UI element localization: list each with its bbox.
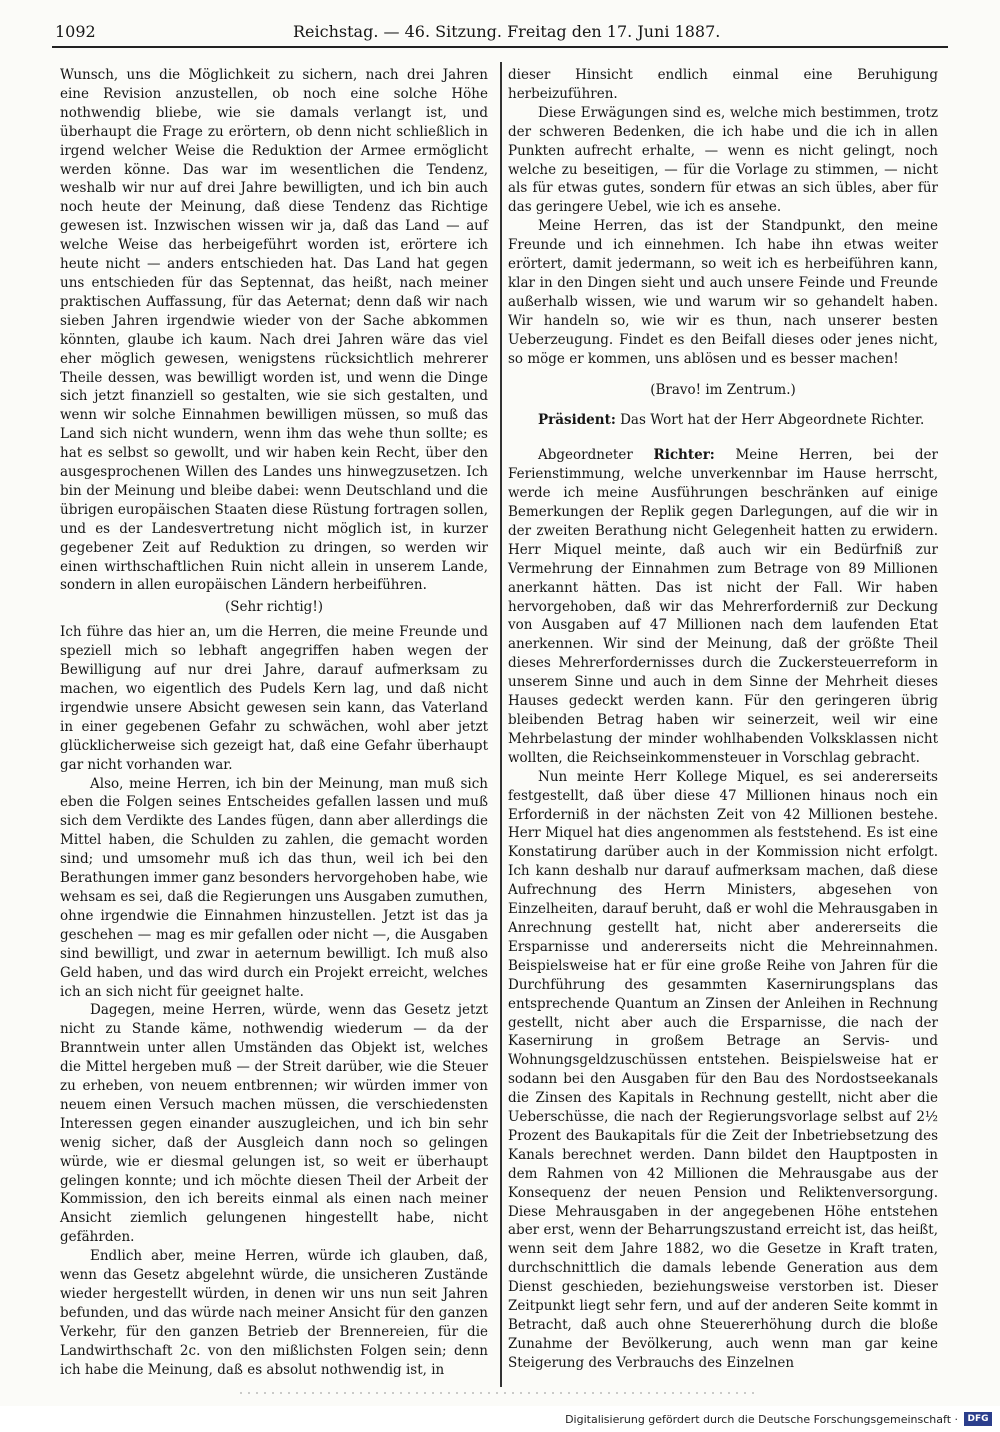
paragraph: Dagegen, meine Herren, würde, wenn das Gesetz jetzt nicht zu Stande käme, nothwendig wiederum — da der Branntwein unter allen Umständen das Objekt ist, welches die Mittel hergeben muß — der Streit darüber, wie die Steuer zu erheben, von neuem entbrennen; wir würden immer von neuem einen Versuch machen müssen, die verschiedensten Interessen gegen einander auszugleichen, und ich bin sehr wenig sicher, daß der Ausgleich dann noch so gelingen würde, wie er diesmal gelungen ist, so weit er überhaupt gelingen konnte; und ich möchte diesen Theil der Arbeit der Kommission, den ich bereits einmal als einen nach meiner Ansicht ziemlich gelungenen hingestellt habe, nicht gefährden. xyxy=(60,1002,488,1246)
paragraph: Nun meinte Herr Kollege Miquel, es sei andererseits festgestellt, daß über diese 47 Millionen hinaus noch ein Erforderniß in der nächsten Zeit von 42 Millionen bestehe. Herr Miquel hat dies angenommen als feststehend. Es ist eine Konstatirung darüber auch in der Kommission nicht erfolgt. Ich kann deshalb nur darauf aufmerksam machen, daß diese Aufrechnung des Herrn Ministers, abgesehen von Einzelheiten, darauf beruht, daß er wohl die Mehrausgaben in Anrechnung gestellt hat, nicht aber andererseits die Ersparnisse und andererseits nicht die Mehreinnahmen. Beispielsweise hat er für eine große Reihe von Jahren für die Durchführung des gesammten Kasernirungsplans das entsprechende Quantum an Zinsen der Anleihen in Rechnung gestellt, nicht aber auch die Ersparnisse, die nach der Kasernirung in großem Betrage an Servis- und Wohnungsgeldzuschüssen entstehen. Beispielsweise hat er sodann bei den Ausgaben für den Bau des Nordostseekanals die Zinsen des Kapitals in Rechnung gestellt, nicht aber die Ueberschüsse, die nach der Regierungsvorlage selbst auf 2½ Prozent des Baukapitals für die Zeit der Inbetriebsetzung des Kanals berechnet werden. Dann bildet den Hauptposten in dem Rahmen von 42 Millionen die Mehrausgabe aus der Konsequenz der neuen Pension und Reliktenversorgung. Diese Mehrausgaben in der angegebenen Höhe entstehen aber erst, wenn der Beharrungszustand erreicht ist, das heißt, wenn seit dem Jahre 1882, wo die Gesetze in Kraft traten, durchschnittlich die damals lebende Generation aus dem Dienst geschieden, beziehungsweise verstorben ist. Dieser Zeitpunkt liegt sehr fern, und auf der anderen Seite kommt in Betracht, daß auch ohne Steuererhöhung durch die bloße Zunahme der Bevölkerung, auch wenn man gar keine Steigerung des Verbrauchs des Einzelnen xyxy=(508,768,938,1371)
paragraph: dieser Hinsicht endlich einmal eine Beruhigung herbeizuführen. xyxy=(508,67,938,102)
paragraph: Meine Herren, das ist der Standpunkt, den meine Freunde und ich einnehmen. Ich habe ihn etwas weiter erörtert, damit jedermann, so weit ich es herbeiführen kann, klar in den Dingen sieht und auch unsere Feinde und Freunde außerhalb wissen, wie und warum wir so gehandelt haben. Wir handeln so, wie wir es thun, nach unserer besten Ueberzeugung. Findet es den Beifall dieses oder jenes nicht, so möge er kommen, uns ablösen und es besser machen! xyxy=(508,218,938,367)
column-divider xyxy=(500,62,502,1387)
paragraph: Also, meine Herren, ich bin der Meinung, man muß sich eben die Folgen seines Entscheides gefallen lassen und muß sich dem Verdikte des Landes fügen, dann aber allerdings die Mittel haben, die Schulden zu zahlen, die gemacht worden sind; und umsomehr muß ich das thun, weil ich bei den Berathungen immer ganz besonders hervorgehoben habe, wie wehsam es sei, daß die Regierungen uns Ausgaben zumuthen, ohne irgendwie die Einnahmen hinzustellen. Jetzt ist das ja geschehen — mag es mir gefallen oder nicht —, die Ausgaben sind bewilligt, und zwar in aeternum bewilligt. Ich muß also Geld haben, und das wird durch ein Projekt erreicht, welches ich an sich nicht für geeignet halte. xyxy=(60,775,488,1000)
header-rule xyxy=(52,46,948,48)
paragraph: Ich führe das hier an, um die Herren, die meine Freunde und speziell mich so lebhaft angegriffen haben wegen der Bewilligung auf nur drei Jahre, darauf aufmerksam zu machen, wo eigentlich des Pudels Kern lag, und daß nicht irgendwie unsere Absicht gewesen sein kann, das Vaterland in einer gegebenen Gefahr zu schwächen, wohl aber jetzt glücklicherweise sich gezeigt hat, daß eine Gefahr überhaupt gar nicht vorhanden war. xyxy=(60,624,488,773)
left-column xyxy=(60,66,488,1380)
paragraph: Diese Erwägungen sind es, welche mich bestimmen, trotz der schweren Bedenken, die ich habe und die ich in allen Punkten aufrecht erhalte, — wenn es nicht gelingt, noch welche zu beseitigen, — für die Vorlage zu stimmen, — nicht als für etwas gutes, sondern für etwas an sich übles, aber für das geringere Uebel, wie ich es ansehe. xyxy=(508,104,938,216)
interjection: (Sehr richtig!) xyxy=(224,599,324,616)
paragraph: Endlich aber, meine Herren, würde ich glauben, daß, wenn das Gesetz abgelehnt würde, die unsicheren Zustände wieder hergestellt würden, in denen wir uns nun seit Jahren befunden, und das würde nach meiner Ansicht für den ganzen Verkehr, für den ganzen Betrieb der Brennereien, für die Landwirthschaft 2c. von den mißlichsten Folgen sein; denn ich habe die Meinung, daß es absolut nothwendig ist, in xyxy=(60,1248,488,1378)
speaker-prefix: Abgeordneter xyxy=(538,447,654,464)
running-title: Reichstag. — 46. Sitzung. Freitag den 17. Juni 1887. xyxy=(293,22,721,41)
speaker-name: Richter: xyxy=(653,447,715,464)
page-header xyxy=(55,20,947,44)
bottom-rule xyxy=(240,1392,760,1394)
statement-text: Das Wort hat der Herr Abgeordnete Richter. xyxy=(615,412,925,429)
footer xyxy=(0,1406,1000,1432)
president-statement xyxy=(508,411,938,430)
speaker-name: Präsident: xyxy=(538,412,616,429)
interjection: (Bravo! im Zentrum.) xyxy=(650,381,796,398)
dfg-logo: DFG xyxy=(964,1412,992,1426)
page-number: 1092 xyxy=(55,22,96,41)
statement-text: Meine Herren, bei der Ferienstimmung, welche unverkennbar im Hause herrscht, werde ich meine Ausführungen beschränken auf einige Bemerkungen der Replik gegen Darlegungen, auf die wir in der zweiten Berathung nicht Gelegenheit hatten zu erwidern. Herr Miquel meinte, daß auch wir ein Bedürfniß zur Vermehrung der Einnahmen zum Betrage von 89 Millionen anerkannt hätten. Das ist nicht der Fall. Wir haben hervorgehoben, daß wir das Mehrerforderniß zur Deckung von Ausgaben auf 47 Millionen nach dem laufenden Etat anerkennen. Wir sind der Meinung, daß der größte Theil dieses Mehrerfordernisses durch die Zuckersteuerreform in unserem Sinne und auch in dem Sinne der Mehrheit dieses Hauses gedeckt werden kann. Für den geringeren übrig bleibenden Betrag haben wir seinerzeit, weil wir eine Mehrbelastung der minder wohlhabenden Volksklassen nicht wollten, die Reichseinkommensteuer in Vorschlag gebracht. xyxy=(508,447,939,766)
right-column xyxy=(508,66,938,1373)
digitization-note: Digitalisierung gefördert durch die Deutsche Forschungsgemeinschaft · xyxy=(565,1413,958,1426)
paragraph: Wunsch, uns die Möglichkeit zu sichern, nach drei Jahren eine Revision anzustellen, ob noch eine solche Höhe nothwendig bliebe, wie sie damals verlangt ist, und überhaupt die Frage zu erörtern, ob denn nicht schließlich in irgend welcher Weise die Reduktion der Armee ermöglicht werden könne. Das war im wesentlichen die Tendenz, weshalb wir nur auf drei Jahre bewilligten, und ich bin auch noch heute der Meinung, daß diese Tendenz das Richtige gewesen ist. Inzwischen wissen wir ja, daß das Land — auf welche Weise das herbeigeführt worden ist, erörtere ich heute nicht — anders entschieden hat. Das Land hat gegen uns entschieden für das Septennat, das heißt, nach meiner praktischen Auffassung, für das Aeternat; denn daß wir nach sieben Jahren irgendwie wieder von der Sache abkommen könnten, glaube ich kaum. Nach drei Jahren wäre das viel eher möglich gewesen, wenigstens rücksichtlich mehrerer Theile dessen, was bewilligt worden ist, und wenn die Dinge sich jetzt finanziell so gestalten, wie sie sich gestalten, und wenn wir solche Einnahmen bewilligen müssen, so muß das Land sich nicht wundern, wenn ihm das wehe thun sollte; es hat es selbst so gewollt, und wir haben kein Recht, über den ausgesprochenen Willen des Landes uns hinwegzusetzen. Ich bin der Meinung und bleibe dabei: wenn Deutschland und die übrigen europäischen Staaten diese Rüstung fortragen sollen, und es der Landesvertretung nicht möglich ist, in kurzer gegebener Zeit auf Reduktion zu dringen, so werden wir einen wirthschaftlichen Ruin nicht allein in unserem Lande, sondern in allen europäischen Ländern herbeiführen. xyxy=(60,67,488,594)
speech-paragraph xyxy=(508,446,938,767)
